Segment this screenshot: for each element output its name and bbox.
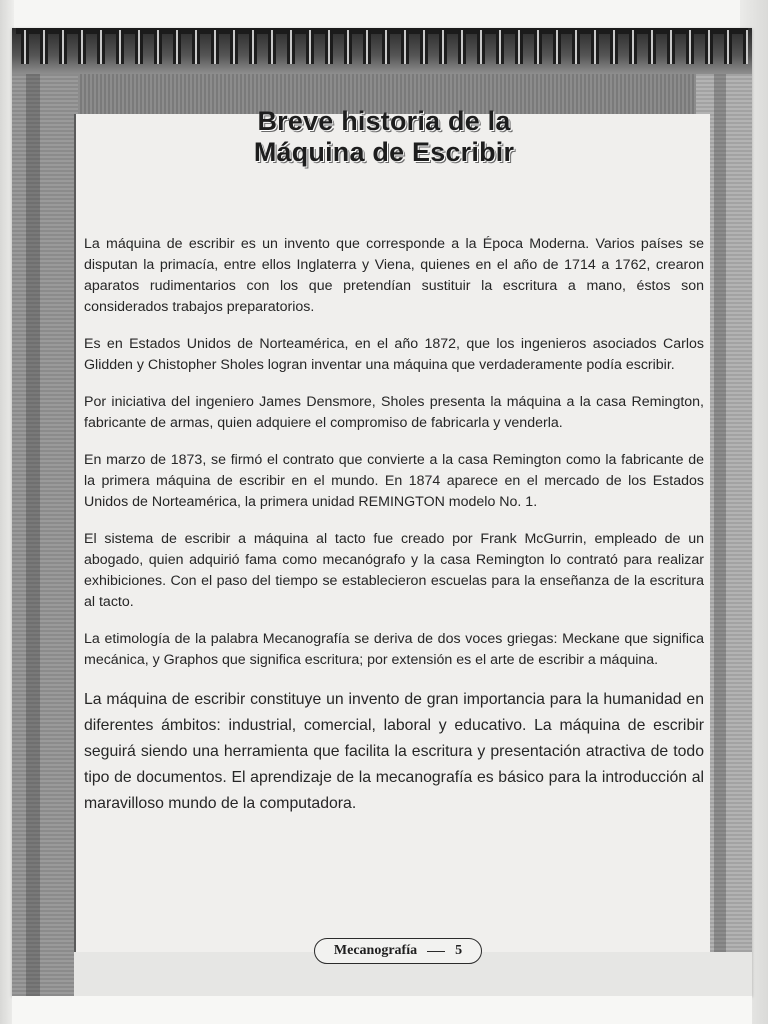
table-bottom-strip: [12, 996, 752, 1024]
page-number: 5: [455, 943, 463, 958]
paragraph-4: En marzo de 1873, se firmó el contrato que convierte a la casa Remington como la fabricante de la primera máquina de escribir en el mundo. En 1874 aparece en el mercado de los Estados Unidos de Norteamérica, la primera unidad REMINGTON modelo No. 1.: [84, 452, 704, 510]
paragraph-1: La máquina de escribir es un invento que corresponde a la Época Moderna. Varios países se disputan la primacía, entre ellos Inglaterra y Viena, quienes en el año de 1714 a 1762, crearon aparatos rudimentarios con los que pretendían sustituir la escritura a mano, éstos son considerados trabajos preparatorios.: [84, 236, 704, 315]
paragraph-6: La etimología de la palabra Mecanografía se deriva de dos voces griegas: Meckane que significa mecánica, y Graphos que significa escritura; por extensión es el arte de escribir a máquina.: [84, 631, 704, 668]
decorative-frame-left: [12, 74, 78, 996]
paragraph-5: El sistema de escribir a máquina al tacto fue creado por Frank McGurrin, empleado de un abogado, quien adquirió fama como mecanógrafo y la casa Remington lo contrató para realizar exhibiciones. Con el paso del tiempo se establecieron escuelas para la enseñanza de la escritura al tacto.: [84, 531, 704, 610]
article-body: [84, 234, 704, 833]
footer-label: Mecanografía: [333, 943, 418, 958]
title-line-1: Breve historia de la: [257, 106, 511, 136]
page-footer-badge: [314, 938, 482, 964]
page-title: [0, 106, 768, 168]
title-line-2: Máquina de Escribir: [253, 137, 515, 167]
paragraph-7: La máquina de escribir constituye un invento de gran importancia para la humanidad en diferentes ámbitos: industrial, comercial, laboral y educativo. La máquina de escribir seguirá siendo una herramienta que facilita la escritura y presentación atractiva de todo tipo de documentos. El aprendizaje de la mecanografía es básico para la introducción al maravilloso mundo de la computadora.: [84, 691, 704, 812]
paragraph-2: Es en Estados Unidos de Norteamérica, en el año 1872, que los ingenieros asociados Carlos Glidden y Chistopher Sholes logran inventar una máquina que verdaderamente podía escribir.: [84, 336, 704, 373]
spiral-binding: [12, 28, 752, 74]
spiral-coils: [16, 30, 748, 64]
footer-dash: [427, 951, 445, 952]
paragraph-3: Por iniciativa del ingeniero James Densmore, Sholes presenta la máquina a la casa Remington, fabricante de armas, quien adquiere el compromiso de fabricarla y venderla.: [84, 394, 704, 431]
